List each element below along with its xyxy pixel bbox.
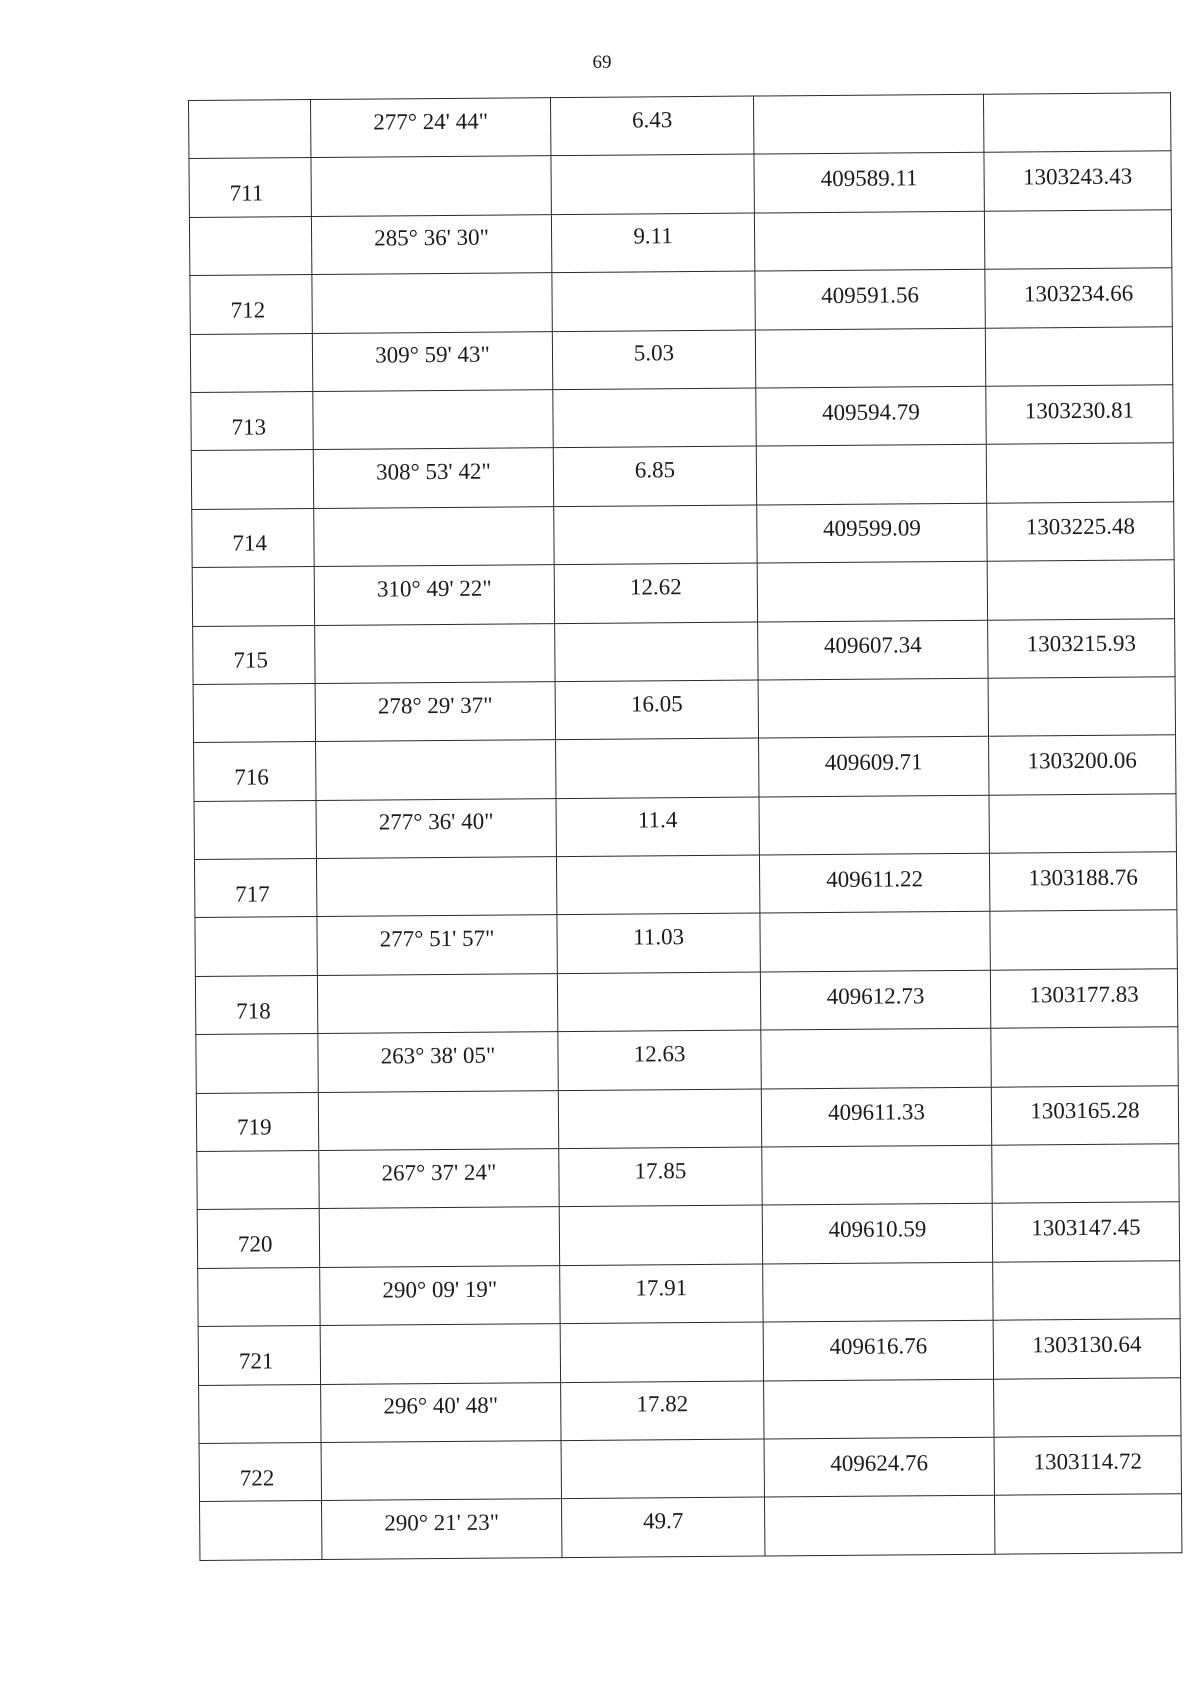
station-cell [189,216,311,275]
northing-cell [759,737,989,797]
easting-cell [984,210,1171,270]
distance-cell [553,446,756,506]
table-row [198,1319,1180,1385]
distance-cell-value: 6.85 [634,457,676,483]
distance-cell [555,622,758,682]
station-cell [190,275,312,334]
easting-cell [993,1319,1180,1379]
bearing-cell-value: 277° 51' 57" [379,925,495,952]
easting-cell-value: 1303230.81 [1024,397,1135,424]
distance-cell [560,1264,763,1324]
easting-cell-value: 1303200.06 [1027,747,1137,774]
station-cell [196,1034,318,1093]
table-row [199,1377,1181,1443]
distance-cell [552,271,755,331]
easting-cell [989,852,1176,912]
bearing-cell [313,448,553,508]
table-row [195,969,1177,1035]
station-cell-value: 721 [238,1348,274,1374]
easting-cell [988,677,1175,737]
table-row [194,735,1176,801]
station-cell-value: 714 [232,530,268,557]
station-cell [198,1267,320,1326]
easting-cell [983,93,1170,153]
table-row [193,677,1175,743]
bearing-cell-value: 277° 24' 44" [373,108,489,135]
station-cell-value: 722 [239,1465,275,1491]
bearing-cell [314,506,554,566]
station-cell [191,450,313,509]
northing-cell [762,1204,992,1264]
northing-cell [754,153,984,213]
bearing-cell [320,1324,560,1384]
table-row [192,502,1174,568]
distance-cell [553,388,756,448]
bearing-cell [316,857,556,917]
northing-cell [761,1028,991,1088]
northing-cell [760,970,990,1030]
station-cell [192,508,314,567]
distance-cell [561,1497,764,1557]
bearing-cell-value: 309° 59' 43" [375,341,490,368]
northing-cell [764,1437,994,1497]
easting-cell-value: 1303147.45 [1031,1214,1141,1241]
northing-cell-value: 409589.11 [820,165,918,192]
distance-cell [550,96,753,156]
station-cell [194,800,316,859]
easting-cell [992,1144,1179,1204]
station-cell-value: 712 [230,297,266,323]
northing-cell-value: 409609.71 [824,749,923,776]
easting-cell [993,1261,1180,1321]
easting-cell [991,1027,1178,1087]
bearing-cell [321,1441,561,1501]
table-row [189,151,1171,217]
bearing-cell-value: 277° 36' 40" [378,808,494,835]
easting-cell-value: 1303243.43 [1022,163,1133,190]
bearing-cell [316,740,556,800]
easting-cell [990,910,1177,970]
northing-cell-value: 409611.33 [827,1099,926,1126]
distance-cell [555,680,758,740]
table-row [195,910,1177,976]
easting-cell-value: 1303114.72 [1033,1448,1143,1475]
station-cell [193,625,315,684]
station-cell [195,917,317,976]
station-cell-value: 717 [235,881,270,907]
page-number: 69 [592,52,612,73]
northing-cell [759,853,989,913]
station-cell [190,333,312,392]
northing-cell-value: 409612.73 [826,982,925,1009]
station-cell [196,1092,318,1151]
station-cell-value: 711 [229,180,264,206]
northing-cell [756,445,986,505]
easting-cell [992,1202,1179,1262]
station-cell [193,683,315,742]
northing-cell-value: 409610.59 [828,1216,927,1243]
station-cell [189,158,311,217]
northing-cell-value: 409611.22 [826,866,924,892]
easting-cell-value: 1303165.28 [1030,1097,1140,1124]
distance-cell-value: 11.4 [637,807,678,833]
northing-cell-value: 409599.09 [822,515,921,542]
easting-cell-value: 1303130.64 [1032,1331,1142,1358]
easting-cell [988,618,1175,678]
easting-cell [986,385,1173,445]
easting-cell-value: 1303225.48 [1025,513,1136,540]
bearing-cell-value: 296° 40' 48" [383,1392,499,1419]
bearing-cell [318,1090,558,1150]
station-cell-value: 718 [236,997,271,1024]
station-cell [198,1326,320,1385]
easting-cell [991,1085,1178,1145]
station-cell-value: 716 [234,764,269,790]
easting-cell [986,443,1173,503]
northing-cell [757,561,987,621]
bearing-cell-value: 290° 09' 19" [382,1276,498,1303]
distance-cell [557,972,760,1032]
station-cell [199,1384,321,1443]
distance-cell-value: 17.85 [634,1157,687,1184]
bearing-cell [315,682,555,742]
easting-cell [994,1377,1181,1437]
distance-cell-value: 12.63 [633,1041,686,1067]
bearing-cell-value: 278° 29' 37" [377,692,493,719]
bearing-cell [318,1032,558,1092]
distance-cell-value: 5.03 [633,340,675,366]
table-row [194,852,1176,918]
easting-cell [985,326,1172,386]
northing-cell-value: 409616.76 [829,1333,928,1359]
northing-cell [758,620,988,680]
distance-cell-value: 11.03 [633,924,685,950]
bearing-cell-value: 308° 53' 42" [375,458,491,485]
table-row [199,1436,1181,1502]
station-cell-value: 715 [233,647,268,673]
distance-cell [557,914,760,974]
bearing-cell [317,915,557,975]
table-row [196,1085,1178,1151]
bearing-cell [322,1499,562,1559]
northing-cell [757,503,987,563]
easting-cell [984,151,1171,211]
bearing-cell [320,1265,560,1325]
distance-cell [559,1205,762,1265]
table-row [189,210,1171,276]
northing-cell [763,1320,993,1380]
distance-cell [556,738,759,798]
easting-cell-value: 1303177.83 [1029,981,1139,1007]
bearing-cell-value: 267° 37' 24" [381,1159,497,1186]
bearing-cell [317,973,557,1033]
distance-cell [558,1030,761,1090]
station-cell [199,1442,321,1501]
station-cell [195,975,317,1034]
distance-cell [558,1089,761,1149]
easting-cell [994,1436,1181,1496]
bearing-cell [312,331,552,391]
easting-cell [989,735,1176,795]
northing-cell [763,1262,993,1322]
northing-cell [762,1145,992,1205]
table-row [197,1144,1179,1210]
northing-cell [760,912,990,972]
northing-cell [755,269,985,329]
easting-cell [989,793,1176,853]
bearing-cell [321,1382,561,1442]
distance-cell [556,855,759,915]
distance-cell-value: 17.82 [636,1391,689,1417]
survey-traverse-table [188,92,1182,1560]
bearing-cell [311,214,551,274]
northing-cell [764,1379,994,1439]
bearing-cell [316,798,556,858]
table-row [190,268,1172,334]
station-cell [197,1151,319,1210]
bearing-cell [313,390,553,450]
northing-cell-value: 409591.56 [821,282,920,308]
table-row [191,443,1173,509]
northing-cell [756,386,986,446]
easting-cell-value: 1303188.76 [1028,864,1138,891]
station-cell [189,100,311,159]
northing-cell [753,94,983,154]
bearing-cell [311,98,551,158]
northing-cell-value: 409594.79 [821,398,920,425]
distance-cell [551,213,754,273]
bearing-cell-value: 310° 49' 22" [376,575,492,602]
easting-cell [987,560,1174,620]
bearing-cell [311,156,551,216]
station-cell [197,1209,319,1268]
bearing-cell [319,1149,559,1209]
distance-cell [561,1439,764,1499]
station-cell [192,567,314,626]
table-row [194,793,1176,859]
distance-cell-value: 16.05 [630,690,683,717]
distance-cell-value: 6.43 [631,106,673,133]
station-cell [200,1501,322,1560]
distance-cell [559,1147,762,1207]
bearing-cell [314,565,554,625]
distance-cell [551,154,754,214]
table-row [193,618,1175,684]
distance-cell [552,330,755,390]
station-cell-value: 719 [236,1114,272,1140]
easting-cell [994,1494,1181,1554]
table-row [198,1261,1180,1327]
table-row [196,1027,1178,1093]
distance-cell [556,797,759,857]
northing-cell [764,1496,994,1556]
table-body [189,93,1182,1560]
northing-cell [754,211,984,271]
table-row [189,93,1171,159]
bearing-cell [315,623,555,683]
distance-cell [554,505,757,565]
bearing-cell-value: 285° 36' 30" [374,225,490,252]
easting-cell-value: 1303215.93 [1026,630,1137,657]
northing-cell [758,678,988,738]
distance-cell-value: 9.11 [633,223,673,249]
distance-cell [561,1381,764,1441]
table-row [190,326,1172,392]
station-cell [191,391,313,450]
distance-cell [554,563,757,623]
northing-cell-value: 409624.76 [830,1449,929,1476]
table-row [197,1202,1179,1268]
station-cell-value: 720 [237,1231,273,1257]
station-cell [194,742,316,801]
distance-cell-value: 17.91 [635,1274,688,1301]
station-cell [194,859,316,918]
northing-cell [761,1087,991,1147]
northing-cell-value: 409607.34 [823,632,922,659]
distance-cell [560,1322,763,1382]
distance-cell-value: 12.62 [629,573,682,600]
bearing-cell-value: 290° 21' 23" [384,1509,500,1536]
table-row [191,385,1173,451]
bearing-cell-value: 263° 38' 05" [380,1042,496,1069]
northing-cell [759,795,989,855]
easting-cell [987,502,1174,562]
easting-cell-value: 1303234.66 [1023,280,1134,307]
station-cell-value: 713 [231,414,267,440]
bearing-cell [319,1207,559,1267]
easting-cell [990,969,1177,1029]
table-row [192,560,1174,626]
northing-cell [755,328,985,388]
easting-cell [985,268,1172,328]
table-row [200,1494,1182,1560]
bearing-cell [312,273,552,333]
distance-cell-value: 49.7 [642,1508,684,1534]
